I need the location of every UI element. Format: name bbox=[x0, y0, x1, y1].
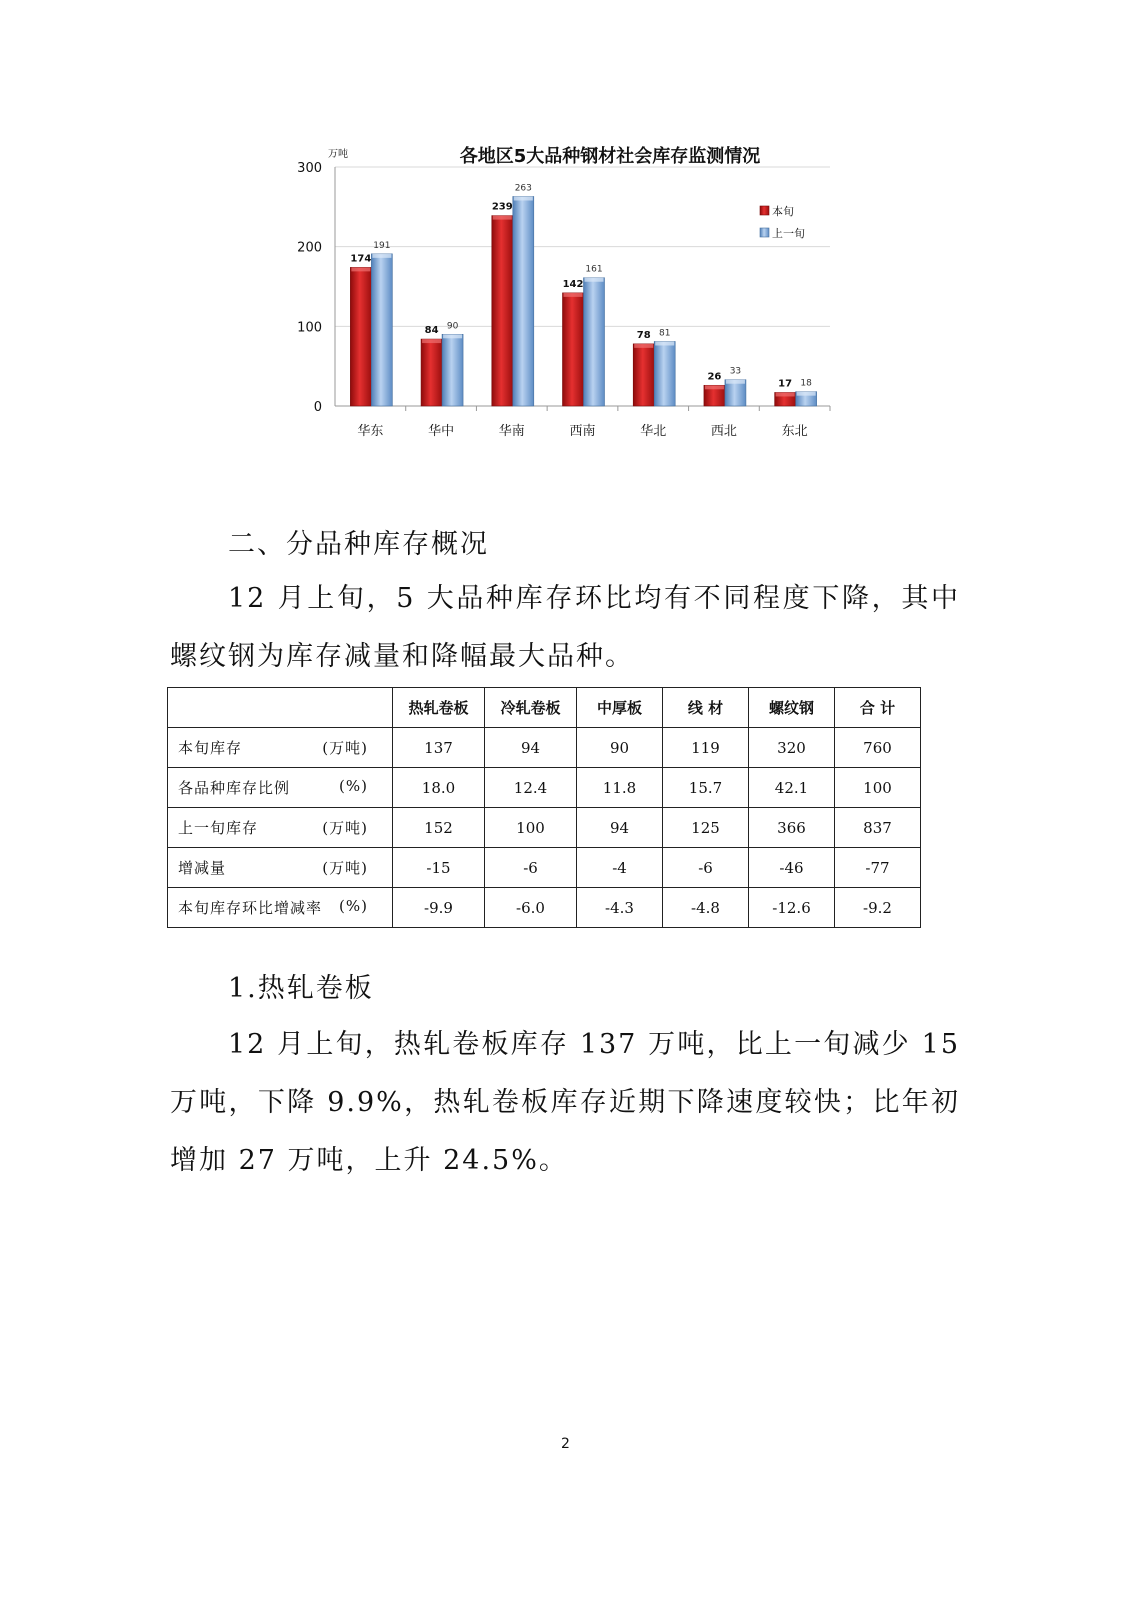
table-cell: -4.3 bbox=[577, 888, 663, 928]
row-label: 各品种库存比例 bbox=[178, 779, 291, 797]
table-cell: -4 bbox=[577, 848, 663, 888]
table-row bbox=[168, 888, 921, 928]
bar-highlight bbox=[726, 380, 745, 384]
y-tick-label: 200 bbox=[297, 240, 322, 256]
data-label: 26 bbox=[707, 371, 722, 383]
bar-current bbox=[421, 339, 442, 406]
bar-highlight bbox=[493, 216, 512, 220]
data-label: 174 bbox=[350, 253, 372, 265]
row-header bbox=[168, 728, 393, 768]
chart-canvas bbox=[290, 140, 850, 450]
x-category-label: 华中 bbox=[428, 424, 455, 439]
table-cell: 15.7 bbox=[663, 768, 749, 808]
bar-current bbox=[633, 344, 654, 406]
x-category-label: 西南 bbox=[569, 424, 596, 439]
inventory-bar-chart bbox=[290, 140, 850, 450]
table-row bbox=[168, 728, 921, 768]
inventory-table bbox=[167, 687, 921, 928]
x-category-label: 华东 bbox=[357, 424, 384, 439]
page-number: 2 bbox=[561, 1436, 570, 1452]
table-cell: -77 bbox=[835, 848, 921, 888]
table-cell: -6.0 bbox=[485, 888, 577, 928]
chart-legend bbox=[760, 204, 805, 240]
row-label: 本旬库存 bbox=[178, 739, 243, 757]
data-label: 90 bbox=[446, 321, 459, 332]
row-header bbox=[168, 768, 393, 808]
x-category-label: 华南 bbox=[498, 424, 525, 439]
bar-highlight bbox=[514, 196, 533, 200]
data-label: 78 bbox=[636, 329, 651, 341]
table-cell: -15 bbox=[393, 848, 485, 888]
column-header: 冷轧卷板 bbox=[485, 688, 577, 728]
legend-label: 上一旬 bbox=[772, 227, 805, 240]
table-cell: 42.1 bbox=[749, 768, 835, 808]
bar-previous bbox=[371, 254, 392, 406]
subsection-paragraph: 12 月上旬，热轧卷板库存 137 万吨，比上一旬减少 15 万吨，下降 9.9%，热轧卷板库存近期下降速度较快；比年初增加 27 万吨，上升 24.5%。 bbox=[170, 1029, 960, 1176]
table-cell: -12.6 bbox=[749, 888, 835, 928]
table-cell: -6 bbox=[485, 848, 577, 888]
intro-paragraph: 12 月上旬，5 大品种库存环比均有不同程度下降，其中螺纹钢为库存减量和降幅最大品种。 bbox=[170, 583, 960, 672]
table-cell: 94 bbox=[485, 728, 577, 768]
data-label: 18 bbox=[800, 378, 812, 389]
table-cell: 90 bbox=[577, 728, 663, 768]
column-header: 热轧卷板 bbox=[393, 688, 485, 728]
bar-highlight bbox=[705, 385, 724, 389]
table-cell: 137 bbox=[393, 728, 485, 768]
table-cell: 366 bbox=[749, 808, 835, 848]
bar-highlight bbox=[443, 334, 462, 338]
table-row bbox=[168, 848, 921, 888]
column-header: 线 材 bbox=[663, 688, 749, 728]
table-cell: 320 bbox=[749, 728, 835, 768]
bar-highlight bbox=[372, 254, 391, 258]
bar-highlight bbox=[564, 293, 583, 297]
bar-previous bbox=[584, 278, 605, 406]
section-heading: 二、分品种库存概况 bbox=[228, 529, 489, 560]
table-cell: 119 bbox=[663, 728, 749, 768]
table-cell: 18.0 bbox=[393, 768, 485, 808]
row-unit: (万吨) bbox=[322, 739, 368, 757]
column-header: 合 计 bbox=[835, 688, 921, 728]
data-label: 33 bbox=[729, 366, 742, 377]
row-label: 增减量 bbox=[178, 859, 227, 877]
bar-previous bbox=[442, 334, 463, 406]
data-label: 239 bbox=[491, 201, 513, 213]
bar-previous bbox=[654, 341, 675, 406]
table-cell: 11.8 bbox=[577, 768, 663, 808]
x-category-label: 东北 bbox=[781, 424, 808, 439]
bar-highlight bbox=[634, 344, 653, 348]
data-label: 191 bbox=[373, 240, 391, 251]
table-cell: 94 bbox=[577, 808, 663, 848]
x-category-label: 华北 bbox=[640, 424, 667, 439]
x-category-label: 西北 bbox=[710, 424, 737, 439]
column-header: 中厚板 bbox=[577, 688, 663, 728]
row-label: 上一旬库存 bbox=[178, 819, 259, 837]
table-cell: -9.2 bbox=[835, 888, 921, 928]
legend-swatch bbox=[760, 228, 769, 237]
bar-current bbox=[563, 293, 584, 406]
legend-swatch bbox=[760, 206, 769, 215]
table-header-row bbox=[168, 688, 921, 728]
bar-highlight bbox=[655, 341, 674, 345]
bar-highlight bbox=[585, 278, 604, 282]
y-tick-label: 100 bbox=[297, 320, 322, 336]
row-header bbox=[168, 848, 393, 888]
bar-highlight bbox=[776, 392, 795, 396]
table-cell: 12.4 bbox=[485, 768, 577, 808]
subsection-heading: 1.热轧卷板 bbox=[228, 973, 374, 1004]
table-cell: 100 bbox=[485, 808, 577, 848]
table-cell: 837 bbox=[835, 808, 921, 848]
y-tick-label: 300 bbox=[297, 161, 322, 176]
data-label: 142 bbox=[562, 278, 584, 290]
y-tick-label: 0 bbox=[313, 400, 322, 415]
data-label: 81 bbox=[658, 328, 671, 339]
table-cell: 760 bbox=[835, 728, 921, 768]
row-unit: (%) bbox=[339, 897, 368, 915]
legend-label: 本旬 bbox=[772, 205, 794, 218]
data-label: 161 bbox=[585, 264, 603, 275]
bar-highlight bbox=[797, 392, 816, 396]
row-unit: (万吨) bbox=[322, 819, 368, 837]
row-unit: (%) bbox=[339, 777, 368, 795]
table-cell: -6 bbox=[663, 848, 749, 888]
chart-title: 各地区5大品种钢材社会库存监测情况 bbox=[459, 146, 761, 167]
table-row bbox=[168, 768, 921, 808]
table-cell: 100 bbox=[835, 768, 921, 808]
data-label: 84 bbox=[424, 325, 439, 337]
table-cell: 152 bbox=[393, 808, 485, 848]
data-label: 263 bbox=[514, 183, 532, 194]
column-header: 螺纹钢 bbox=[749, 688, 835, 728]
row-label: 本旬库存环比增减率 bbox=[178, 899, 323, 917]
data-label: 17 bbox=[778, 378, 793, 390]
table-corner-cell bbox=[168, 688, 393, 728]
table-cell: -46 bbox=[749, 848, 835, 888]
bar-highlight bbox=[422, 339, 441, 343]
table-cell: -9.9 bbox=[393, 888, 485, 928]
table-row bbox=[168, 808, 921, 848]
row-unit: (万吨) bbox=[322, 859, 368, 877]
bar-highlight bbox=[351, 267, 370, 271]
table-cell: -4.8 bbox=[663, 888, 749, 928]
bar-current bbox=[492, 216, 513, 406]
bar-current bbox=[350, 267, 371, 406]
chart-unit-label: 万吨 bbox=[328, 149, 348, 160]
bar-previous bbox=[513, 196, 534, 406]
row-header bbox=[168, 808, 393, 848]
row-header bbox=[168, 888, 393, 928]
table-cell: 125 bbox=[663, 808, 749, 848]
